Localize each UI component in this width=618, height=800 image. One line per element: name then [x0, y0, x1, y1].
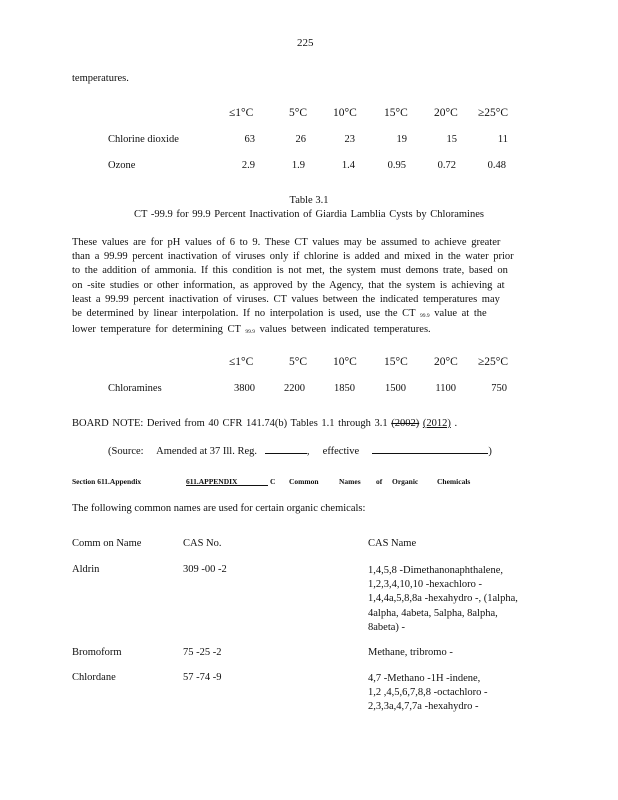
- chemical-cas-number: 57 -74 -9: [183, 672, 222, 683]
- table-caption-number: Table 3.1: [289, 195, 329, 206]
- deleted-year: (2002): [391, 418, 420, 429]
- effective-date-blank: [372, 453, 488, 454]
- table1-cell: 15: [446, 134, 457, 145]
- table2-cell: 750: [491, 383, 507, 394]
- appendix-letter: C: [270, 477, 276, 486]
- paragraph-line: be determined by linear interpolation. If no interpolation is used, use the CT 99.9 value at the: [72, 308, 487, 320]
- table1-cell: 1.9: [291, 160, 305, 171]
- table2-temp-header: 15°C: [384, 356, 408, 368]
- chemical-cas-number: 75 -25 -2: [183, 647, 222, 658]
- heading-word: Common: [289, 477, 319, 486]
- board-note: BOARD NOTE: Derived from 40 CFR 141.74(b) Tables 1.1 through 3.1 (2002) (2012) .: [72, 418, 458, 429]
- chemical-cas-name: 4,7 -Methano -1H -indene, 1,2 ,4,5,6,7,8,8 -octachloro - 2,3,3a,4,7,7a -hexahydro -: [368, 673, 488, 713]
- chemical-cas-number: 309 -00 -2: [183, 564, 227, 575]
- table2-temp-header: 5°C: [289, 356, 308, 368]
- inserted-year: (2012): [422, 418, 451, 429]
- table1-row-label: Ozone: [108, 160, 136, 171]
- chemical-common-name: Chlordane: [72, 672, 116, 683]
- column-header-common-name: Comm on Name: [72, 538, 142, 549]
- table2-cell: 1850: [334, 383, 355, 394]
- table-caption-title: CT -99.9 for 99.9 Percent Inactivation of Giardia Lamblia Cysts by Chloramines: [134, 209, 484, 220]
- table2-cell: 2200: [284, 383, 305, 394]
- table1-row-label: Chlorine dioxide: [108, 134, 179, 145]
- heading-word: Chemicals: [437, 477, 471, 486]
- chemical-common-name: Aldrin: [72, 564, 100, 575]
- source-line: (Source: Amended at 37 Ill. Reg. , effective ): [108, 446, 492, 457]
- paragraph-line: on -site studies or other information, as approved by the Agency, that the system is achieving at: [72, 279, 505, 291]
- heading-word: Names: [339, 477, 361, 486]
- table2-temp-header: ≥25°C: [478, 356, 509, 368]
- heading-word: of: [376, 477, 383, 486]
- paragraph-line: lower temperature for determining CT 99.9 values between indicated temperatures.: [72, 324, 431, 336]
- table1-temp-header: 5°C: [289, 107, 308, 119]
- table2-temp-header: 10°C: [333, 356, 357, 368]
- column-header-cas-no: CAS No.: [183, 538, 222, 549]
- table2-temp-header: 20°C: [434, 356, 458, 368]
- table1-cell: 0.72: [437, 160, 456, 171]
- paragraph-line: than a 99.99 percent inactivation of viruses only if chlorine is added and mixed in the water prior: [72, 251, 514, 263]
- table1-temp-header: 20°C: [434, 107, 458, 119]
- chemical-common-name: Bromoform: [72, 647, 122, 658]
- table1-temp-header: ≤1°C: [229, 107, 254, 119]
- paragraph-line: to the addition of ammonia. If this condition is not met, the system must demons trate, based on: [72, 265, 508, 277]
- table1-temp-header: 10°C: [333, 107, 357, 119]
- column-header-cas-name: CAS Name: [368, 538, 417, 549]
- chemical-cas-name: Methane, tribromo -: [368, 647, 453, 658]
- chemical-cas-name: 1,4,5,8 -Dimethanonaphthalene, 1,2,3,4,10,10 -hexachloro - 1,4,4a,5,8,8a -hexahydro -, (1alpha, 4alpha, 4abeta, 5alpha, 8alpha, 8abeta) -: [368, 565, 518, 633]
- heading-word: Organic: [392, 477, 419, 486]
- table1-cell: 0.95: [387, 160, 406, 171]
- table1-cell: 23: [344, 134, 355, 145]
- table1-cell: 2.9: [241, 160, 255, 171]
- table1-cell: 19: [396, 134, 407, 145]
- table1-temp-header: ≥25°C: [478, 107, 509, 119]
- table1-cell: 1.4: [341, 160, 355, 171]
- table2-temp-header: ≤1°C: [229, 356, 254, 368]
- ct-paragraph: [72, 236, 542, 339]
- table1-temp-header: 15°C: [384, 107, 408, 119]
- table1-cell: 63: [244, 134, 255, 145]
- table1-cell: 0.48: [487, 160, 506, 171]
- table1-cell: 11: [497, 134, 508, 145]
- table2-cell: 1100: [435, 383, 456, 394]
- table2-cell: 1500: [385, 383, 406, 394]
- paragraph-line: least a 99.99 percent inactivation of viruses. CT values between the indicated temperatures may: [72, 293, 500, 305]
- chemicals-intro: The following common names are used for certain organic chemicals:: [72, 503, 366, 514]
- table2-cell: 3800: [234, 383, 255, 394]
- table2-row-label: Chloramines: [108, 383, 162, 394]
- intro-text: temperatures.: [72, 73, 129, 84]
- appendix-label: 611.APPENDIX: [186, 477, 238, 486]
- paragraph-line: These values are for pH values of 6 to 9. These CT values may be assumed to achieve greater: [72, 237, 501, 248]
- register-page-blank: [265, 453, 307, 454]
- table1-cell: 26: [295, 134, 306, 145]
- heading-underline: [230, 485, 268, 486]
- section-label: Section 611.Appendix: [72, 477, 142, 486]
- page-number: 225: [297, 37, 314, 49]
